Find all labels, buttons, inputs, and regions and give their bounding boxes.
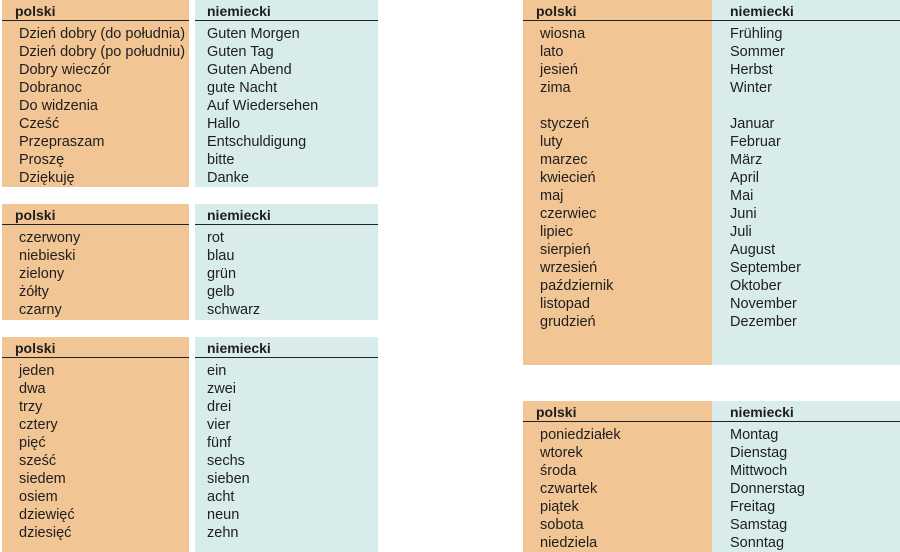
niemiecki-word: Juni [730, 206, 757, 222]
niemiecki-word: Dienstag [730, 445, 788, 461]
polski-word: luty [540, 134, 563, 150]
vocab-table-weekdays [523, 401, 900, 552]
polski-word: jeden [19, 363, 55, 379]
niemiecki-header: niemiecki [195, 2, 378, 21]
polski-word: sobota [540, 517, 584, 533]
niemiecki-word: September [730, 260, 801, 276]
polski-header: polski [523, 403, 712, 422]
niemiecki-word: Montag [730, 427, 779, 443]
polski-column [2, 0, 189, 187]
niemiecki-word: zwei [207, 381, 237, 397]
polski-words [2, 229, 189, 319]
niemiecki-header: niemiecki [712, 403, 900, 422]
niemiecki-word: Guten Morgen [207, 26, 300, 42]
niemiecki-words [712, 426, 900, 552]
polski-word: kwiecień [540, 170, 596, 186]
polski-word: wiosna [540, 26, 586, 42]
niemiecki-word: gute Nacht [207, 80, 278, 96]
niemiecki-word: Februar [730, 134, 781, 150]
niemiecki-word: Winter [730, 80, 772, 96]
polski-word: środa [540, 463, 577, 479]
niemiecki-words [195, 362, 378, 542]
polski-word: sierpień [540, 242, 591, 258]
niemiecki-word: Mittwoch [730, 463, 788, 479]
niemiecki-word: grün [207, 266, 237, 282]
niemiecki-word: November [730, 296, 797, 312]
polski-word: poniedziałek [540, 427, 621, 443]
polski-word: maj [540, 188, 564, 204]
polski-column [523, 0, 712, 365]
polski-word: dziesięć [19, 525, 72, 541]
polski-header: polski [2, 206, 189, 225]
niemiecki-column [195, 0, 378, 187]
polski-word: dziewięć [19, 507, 75, 523]
polski-word: Dzień dobry (do południa) [19, 26, 186, 42]
vocab-table-numbers [2, 337, 378, 552]
polski-word: październik [540, 278, 614, 294]
niemiecki-word: ein [207, 363, 227, 379]
niemiecki-word: schwarz [207, 302, 261, 318]
polski-word: styczeń [540, 116, 590, 132]
niemiecki-word: acht [207, 489, 235, 505]
niemiecki-word: bitte [207, 152, 235, 168]
niemiecki-word: Sonntag [730, 535, 785, 551]
niemiecki-word: März [730, 152, 763, 168]
polski-word: czerwiec [540, 206, 597, 222]
niemiecki-word: gelb [207, 284, 235, 300]
niemiecki-word: Frühling [730, 26, 783, 42]
niemiecki-words [195, 25, 378, 187]
niemiecki-word: Danke [207, 170, 249, 186]
niemiecki-words [195, 229, 378, 319]
vocab-table-seasons-months [523, 0, 900, 365]
polski-word: lato [540, 44, 564, 60]
spacer-row [540, 97, 712, 115]
niemiecki-word: Hallo [207, 116, 241, 132]
polski-word: Dzień dobry (po południu) [19, 44, 186, 60]
niemiecki-word: Auf Wiedersehen [207, 98, 319, 114]
polski-word: Przepraszam [19, 134, 105, 150]
polski-header: polski [2, 339, 189, 358]
niemiecki-word: neun [207, 507, 240, 523]
niemiecki-column [195, 204, 378, 320]
niemiecki-header: niemiecki [195, 206, 378, 225]
niemiecki-word: fünf [207, 435, 232, 451]
polski-words [523, 426, 712, 552]
niemiecki-word: vier [207, 417, 231, 433]
niemiecki-word: Oktober [730, 278, 782, 294]
polski-word: dwa [19, 381, 46, 397]
niemiecki-word: Sommer [730, 44, 785, 60]
niemiecki-word: Samstag [730, 517, 788, 533]
polski-word: sześć [19, 453, 57, 469]
niemiecki-header: niemiecki [195, 339, 378, 358]
polski-word: czarny [19, 302, 62, 318]
polski-word: piątek [540, 499, 579, 515]
polski-word: trzy [19, 399, 43, 415]
vocab-table-colors [2, 204, 378, 320]
polski-word: grudzień [540, 314, 596, 330]
niemiecki-word: Juli [730, 224, 752, 240]
niemiecki-word: April [730, 170, 760, 186]
niemiecki-word: Dezember [730, 314, 797, 330]
polski-word: Dobry wieczór [19, 62, 111, 78]
polski-word: Dobranoc [19, 80, 82, 96]
niemiecki-word: sieben [207, 471, 250, 487]
niemiecki-column [712, 401, 900, 552]
polski-words [2, 25, 189, 187]
niemiecki-word: Guten Abend [207, 62, 292, 78]
polski-word: marzec [540, 152, 588, 168]
polski-word: niedziela [540, 535, 598, 551]
polski-word: Dziękuję [19, 170, 75, 186]
niemiecki-word: Donnerstag [730, 481, 805, 497]
polski-word: zima [540, 80, 571, 96]
polski-word: cztery [19, 417, 58, 433]
niemiecki-word: Januar [730, 116, 775, 132]
polski-word: wtorek [540, 445, 583, 461]
niemiecki-word: Guten Tag [207, 44, 274, 60]
niemiecki-word: Entschuldigung [207, 134, 307, 150]
vocab-table-greetings [2, 0, 378, 187]
spacer-row [730, 97, 900, 115]
polski-header: polski [2, 2, 189, 21]
polski-word: jesień [540, 62, 578, 78]
polski-column [2, 337, 189, 552]
niemiecki-word: Mai [730, 188, 754, 204]
polski-word: osiem [19, 489, 58, 505]
niemiecki-words [712, 25, 900, 331]
polski-word: żółty [19, 284, 49, 300]
polski-word: czerwony [19, 230, 81, 246]
niemiecki-word: zehn [207, 525, 239, 541]
polski-word: wrzesień [540, 260, 598, 276]
niemiecki-word: sechs [207, 453, 245, 469]
polski-words [523, 25, 712, 331]
polski-word: Proszę [19, 152, 65, 168]
polski-word: niebieski [19, 248, 76, 264]
polski-column [2, 204, 189, 320]
niemiecki-word: blau [207, 248, 235, 264]
niemiecki-word: August [730, 242, 776, 258]
polski-word: czwartek [540, 481, 598, 497]
polski-word: listopad [540, 296, 590, 312]
polski-word: Cześć [19, 116, 60, 132]
polski-header: polski [523, 2, 712, 21]
polski-column [523, 401, 712, 552]
niemiecki-column [712, 0, 900, 365]
niemiecki-header: niemiecki [712, 2, 900, 21]
polski-word: siedem [19, 471, 66, 487]
polski-word: lipiec [540, 224, 574, 240]
niemiecki-word: drei [207, 399, 232, 415]
niemiecki-column [195, 337, 378, 552]
polski-word: Do widzenia [19, 98, 98, 114]
polski-words [2, 362, 189, 542]
polski-word: zielony [19, 266, 65, 282]
niemiecki-word: Herbst [730, 62, 773, 78]
polski-word: pięć [19, 435, 46, 451]
niemiecki-word: rot [207, 230, 224, 246]
niemiecki-word: Freitag [730, 499, 776, 515]
